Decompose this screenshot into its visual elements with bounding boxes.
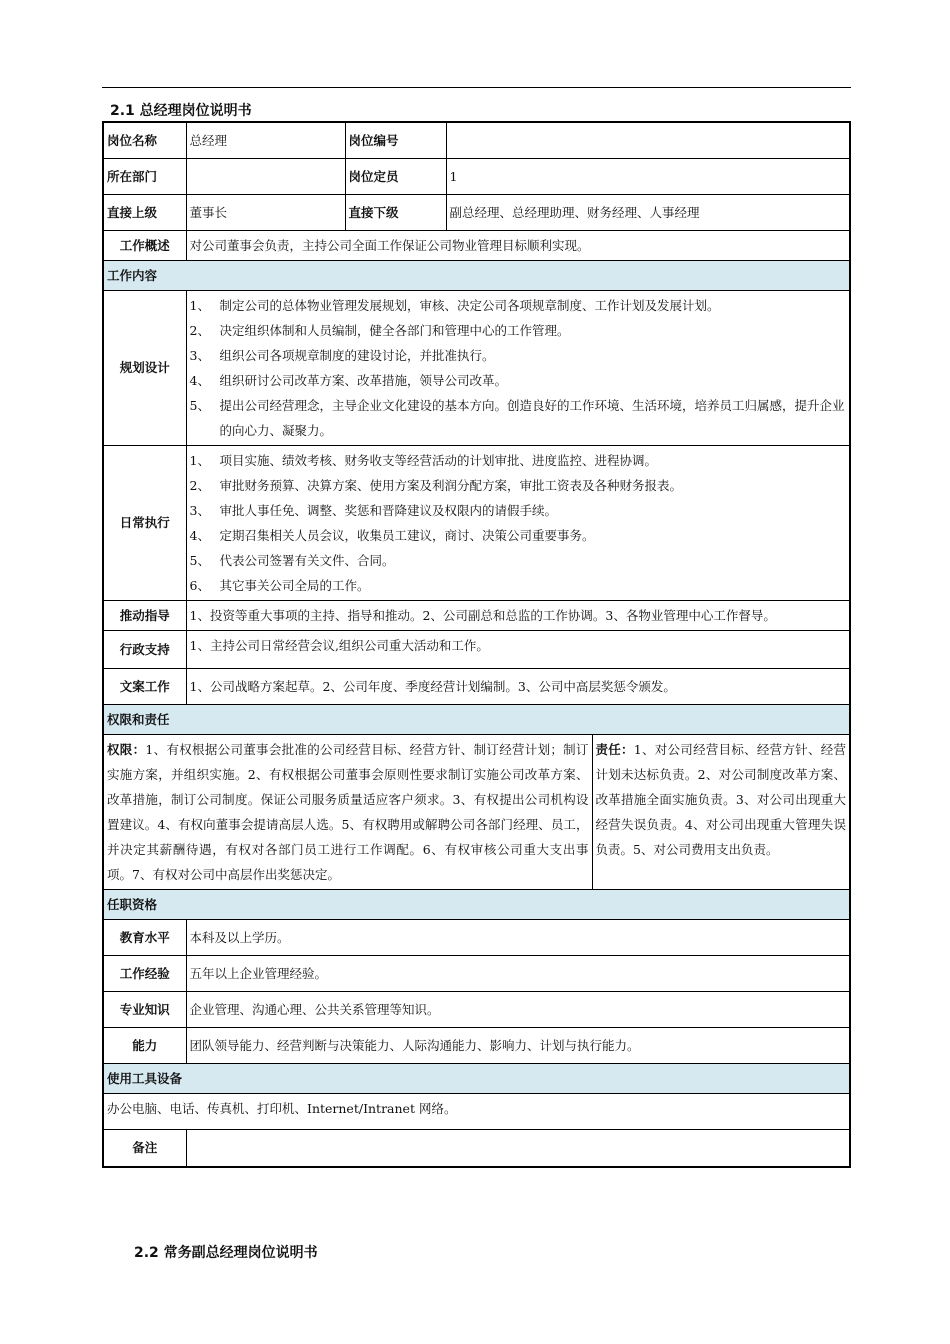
ability-value: 团队领导能力、经营判断与决策能力、人际沟通能力、影响力、计划与执行能力。	[186, 1027, 850, 1063]
list-item-number: 1、	[189, 452, 210, 468]
remarks-label: 备注	[103, 1129, 186, 1167]
row-tools	[103, 1093, 850, 1129]
subordinate-label: 直接下级	[345, 194, 446, 230]
work-content-header: 工作内容	[103, 260, 850, 290]
duty-text: 1、对公司经营目标、经营方针、经营计划未达标负责。2、对公司制度改革方案、改革措施全面实施负责。3、对公司出现重大经营失误负责。4、对公司出现重大管理失误负责。5、对公司费用支出负责。	[595, 741, 846, 857]
tools-header: 使用工具设备	[103, 1063, 850, 1093]
list-item-number: 5、	[189, 552, 210, 568]
education-value: 本科及以上学历。	[186, 919, 850, 955]
row-planning	[103, 290, 850, 445]
header-rule	[102, 87, 851, 88]
duty-cell	[592, 734, 850, 889]
row-remarks	[103, 1129, 850, 1167]
admin-label: 行政支持	[103, 630, 186, 668]
rights-cell	[103, 734, 592, 889]
position-name-value: 总经理	[186, 122, 345, 158]
list-item-text: 组织公司各项规章制度的建设讨论，并批准执行。	[219, 347, 495, 363]
list-item-text: 定期召集相关人员会议，收集员工建议，商讨、决策公司重要事务。	[219, 527, 595, 543]
daily-list	[190, 448, 847, 598]
list-item	[190, 498, 847, 523]
headcount-label: 岗位定员	[345, 158, 446, 194]
row-position-name	[103, 122, 850, 158]
row-experience	[103, 955, 850, 991]
list-item	[190, 548, 847, 573]
row-admin	[103, 630, 850, 668]
row-promote	[103, 600, 850, 630]
authority-header: 权限和责任	[103, 704, 850, 734]
list-item-number: 1、	[189, 297, 210, 313]
experience-value: 五年以上企业管理经验。	[186, 955, 850, 991]
list-item	[190, 368, 847, 393]
next-section-title: 2.2 常务副总经理岗位说明书	[134, 1245, 318, 1261]
list-item	[190, 393, 847, 443]
planning-label: 规划设计	[103, 290, 186, 445]
overview-label: 工作概述	[103, 230, 186, 260]
list-item-number: 5、	[189, 397, 210, 413]
admin-value: 1、主持公司日常经营会议,组织公司重大活动和工作。	[186, 630, 850, 668]
department-value	[186, 158, 345, 194]
tools-header-row	[103, 1063, 850, 1093]
qualification-header: 任职资格	[103, 889, 850, 919]
job-description-table	[102, 121, 851, 1168]
planning-list	[190, 293, 847, 443]
list-item-text: 制定公司的总体物业管理发展规划，审核、决定公司各项规章制度、工作计划及发展计划。	[219, 297, 720, 313]
overview-value: 对公司董事会负责，主持公司全面工作保证公司物业管理目标顺利实现。	[186, 230, 850, 260]
row-daily	[103, 445, 850, 600]
list-item-text: 审批人事任免、调整、奖惩和晋降建议及权限内的请假手续。	[219, 502, 558, 518]
row-overview	[103, 230, 850, 260]
promote-label: 推动指导	[103, 600, 186, 630]
position-name-label: 岗位名称	[103, 122, 186, 158]
superior-value: 董事长	[186, 194, 345, 230]
list-item-text: 项目实施、绩效考核、财务收支等经营活动的计划审批、进度监控、进程协调。	[219, 452, 658, 468]
knowledge-value: 企业管理、沟通心理、公共关系管理等知识。	[186, 991, 850, 1027]
list-item-number: 3、	[189, 347, 210, 363]
subordinate-value: 副总经理、总经理助理、财务经理、人事经理	[446, 194, 850, 230]
education-label: 教育水平	[103, 919, 186, 955]
list-item	[190, 293, 847, 318]
row-department	[103, 158, 850, 194]
row-authority	[103, 734, 850, 889]
planning-list-cell	[186, 290, 850, 445]
list-item-text: 其它事关公司全局的工作。	[219, 577, 370, 593]
docs-label: 文案工作	[103, 668, 186, 704]
row-docs	[103, 668, 850, 704]
list-item-text: 提出公司经营理念，主导企业文化建设的基本方向。创造良好的工作环境、生活环境，培养员工归属感，提升企业的向心力、凝聚力。	[219, 397, 845, 438]
list-item-text: 组织研讨公司改革方案、改革措施，领导公司改革。	[219, 372, 508, 388]
row-superior	[103, 194, 850, 230]
list-item	[190, 473, 847, 498]
list-item-number: 6、	[189, 577, 210, 593]
list-item	[190, 573, 847, 598]
row-ability	[103, 1027, 850, 1063]
list-item-number: 2、	[189, 322, 210, 338]
daily-label: 日常执行	[103, 445, 186, 600]
daily-list-cell	[186, 445, 850, 600]
section-title: 2.1 总经理岗位说明书	[110, 103, 252, 119]
list-item-text: 代表公司签署有关文件、合同。	[219, 552, 395, 568]
headcount-value: 1	[446, 158, 850, 194]
list-item-number: 2、	[189, 477, 210, 493]
position-no-value	[446, 122, 850, 158]
authority-header-row	[103, 704, 850, 734]
rights-text: 1、有权根据公司董事会批准的公司经营目标、经营方针、制订经营计划；制订实施方案，并组织实施。2、有权根据公司董事会原则性要求制订实施公司改革方案、改革措施，制订公司制度。保证公司服务质量适应客户须求。3、有权提出公司机构设置建议。4、有权向董事会提请高层人选。5、有权聘用或解聘公司各部门经理、员工，并决定其薪酬待遇，有权对各部门员工进行工作调配。6、有权审核公司重大支出事项。7、有权对公司中高层作出奖惩决定。	[107, 741, 589, 882]
list-item	[190, 318, 847, 343]
promote-value: 1、投资等重大事项的主持、指导和推动。2、公司副总和总监的工作协调。3、各物业管理中心工作督导。	[186, 600, 850, 630]
row-knowledge	[103, 991, 850, 1027]
ability-label: 能力	[103, 1027, 186, 1063]
list-item-number: 4、	[189, 527, 210, 543]
list-item-number: 4、	[189, 372, 210, 388]
list-item-text: 决定组织体制和人员编制，健全各部门和管理中心的工作管理。	[219, 322, 570, 338]
list-item	[190, 448, 847, 473]
tools-value: 办公电脑、电话、传真机、打印机、Internet/Intranet 网络。	[103, 1093, 850, 1129]
list-item	[190, 523, 847, 548]
duty-label: 责任：	[595, 741, 634, 757]
docs-value: 1、公司战略方案起草。2、公司年度、季度经营计划编制。3、公司中高层奖惩令颁发。	[186, 668, 850, 704]
experience-label: 工作经验	[103, 955, 186, 991]
position-no-label: 岗位编号	[345, 122, 446, 158]
qualification-header-row	[103, 889, 850, 919]
remarks-value	[186, 1129, 850, 1167]
list-item-number: 3、	[189, 502, 210, 518]
superior-label: 直接上级	[103, 194, 186, 230]
work-content-header-row	[103, 260, 850, 290]
knowledge-label: 专业知识	[103, 991, 186, 1027]
row-education	[103, 919, 850, 955]
department-label: 所在部门	[103, 158, 186, 194]
rights-label: 权限：	[107, 741, 146, 757]
list-item-text: 审批财务预算、决算方案、使用方案及利润分配方案，审批工资表及各种财务报表。	[219, 477, 683, 493]
list-item	[190, 343, 847, 368]
